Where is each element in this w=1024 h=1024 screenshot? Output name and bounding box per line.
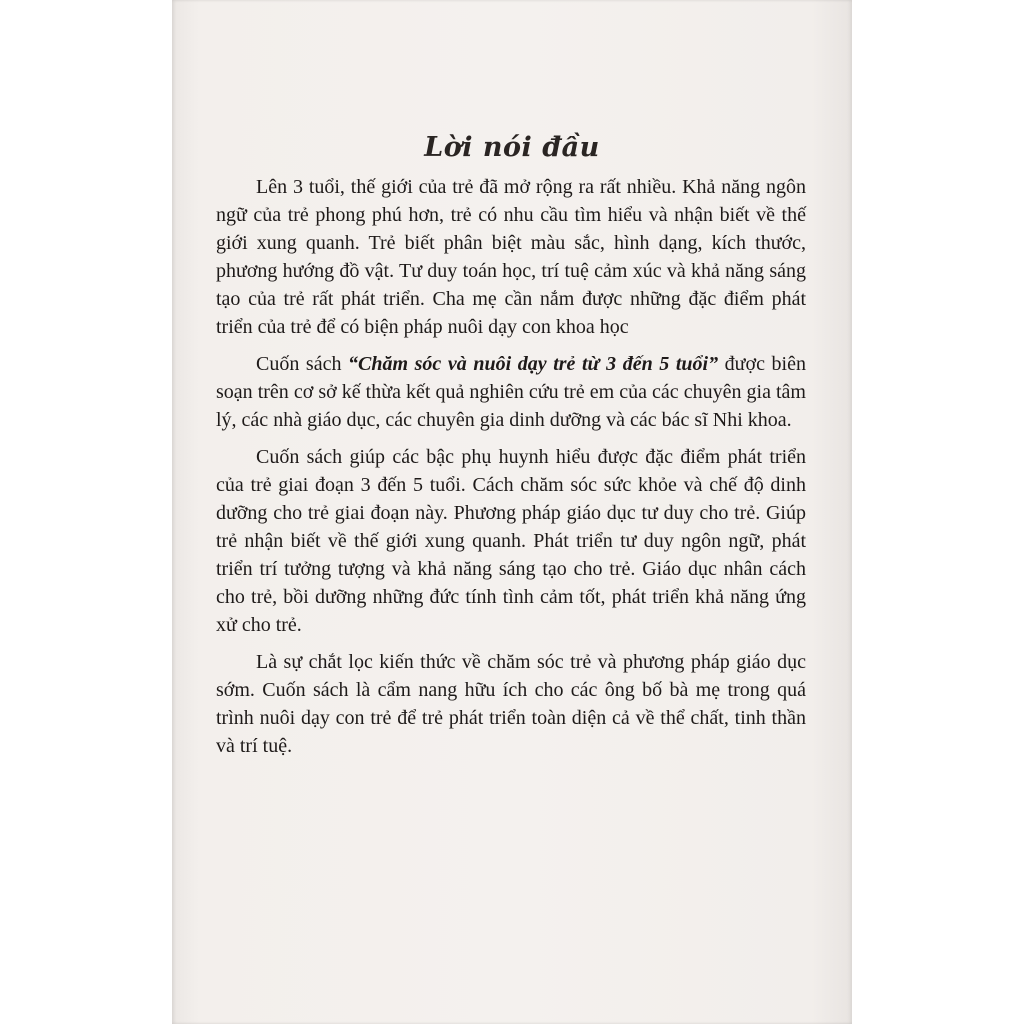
paragraph-2-suffix: được biên soạn trên cơ sở kế thừa kết quả nghiên cứu trẻ em của các chuyên gia tâm lý, các nhà giáo dục, các chuyên gia dinh dưỡng và các bác sĩ Nhi khoa. bbox=[216, 353, 806, 431]
preface-body bbox=[216, 173, 806, 760]
paragraph-2-prefix: Cuốn sách bbox=[256, 353, 349, 375]
paragraph-1: Lên 3 tuổi, thế giới của trẻ đã mở rộng ra rất nhiều. Khả năng ngôn ngữ của trẻ phong phú hơn, trẻ có nhu cầu tìm hiểu và nhận biết về thế giới xung quanh. Trẻ biết phân biệt màu sắc, hình dạng, kích thước, phương hướng đồ vật. Tư duy toán học, trí tuệ cảm xúc và khả năng sáng tạo của trẻ rất phát triển. Cha mẹ cần nắm được những đặc điểm phát triển của trẻ để có biện pháp nuôi dạy con khoa học bbox=[216, 176, 806, 338]
book-page bbox=[172, 0, 852, 1024]
paragraph-3: Cuốn sách giúp các bậc phụ huynh hiểu được đặc điểm phát triển của trẻ giai đoạn 3 đến 5 tuổi. Cách chăm sóc sức khỏe và chế độ dinh dưỡng cho trẻ giai đoạn này. Phương pháp giáo dục tư duy cho trẻ. Giúp trẻ nhận biết về thế giới xung quanh. Phát triển tư duy ngôn ngữ, phát triển trí tưởng tượng và khả năng sáng tạo cho trẻ. Giáo dục nhân cách cho trẻ, bồi dưỡng những đức tính tình cảm tốt, phát triển khả năng ứng xử cho trẻ. bbox=[216, 446, 806, 636]
page-title: Lời nói đầu bbox=[424, 132, 600, 163]
paragraph-4: Là sự chắt lọc kiến thức về chăm sóc trẻ và phương pháp giáo dục sớm. Cuốn sách là cẩm nang hữu ích cho các ông bố bà mẹ trong quá trình nuôi dạy con trẻ để trẻ phát triển toàn diện cả về thể chất, tinh thần và trí tuệ. bbox=[216, 651, 806, 757]
book-title: “Chăm sóc và nuôi dạy trẻ từ 3 đến 5 tuổi” bbox=[348, 353, 719, 375]
paragraph-2 bbox=[216, 350, 806, 434]
